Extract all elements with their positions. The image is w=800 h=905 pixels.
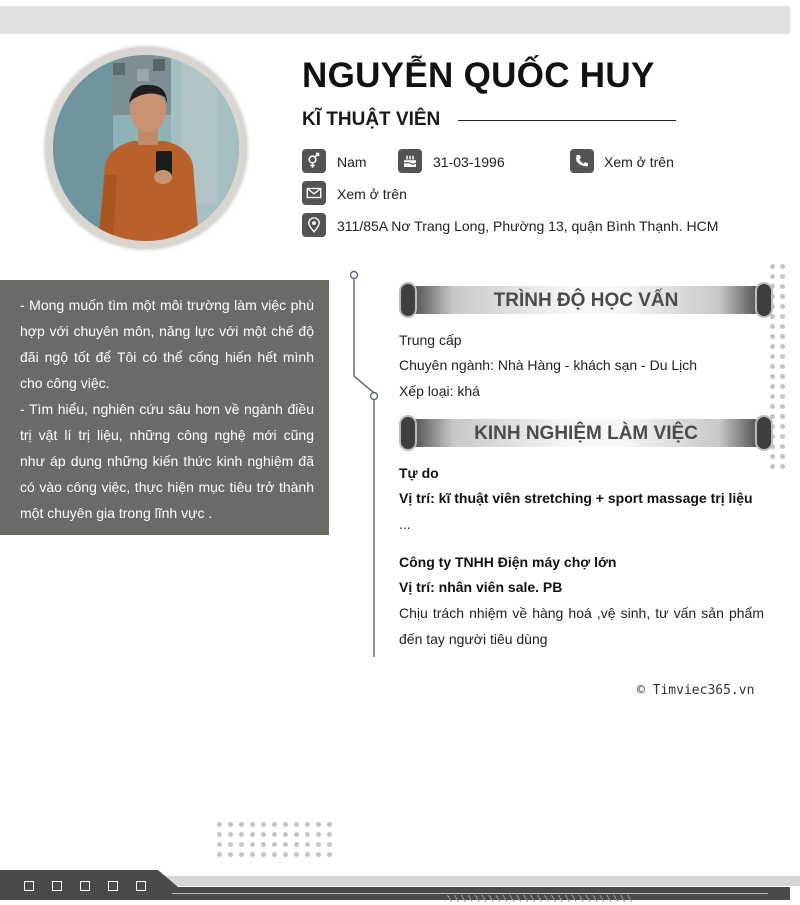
avatar-frame: [45, 47, 247, 249]
job-company: Công ty TNHH Điện máy chợ lớn: [399, 554, 617, 570]
education-grade: Xếp loại: khá: [399, 383, 480, 399]
candidate-name: NGUYỄN QUỐC HUY: [302, 56, 655, 95]
footer-square: [24, 881, 34, 891]
experience-banner: [399, 414, 773, 452]
map-pin-icon: [302, 213, 326, 237]
phone-value: Xem ở trên: [604, 154, 674, 170]
job-title: KĨ THUẬT VIÊN: [302, 109, 441, 130]
job-position: Vị trí: nhân viên sale. PB: [399, 579, 563, 595]
experience-title: KINH NGHIỆM LÀM VIỆC: [474, 423, 698, 444]
footer-stripe: [150, 876, 800, 886]
birthday-value: 31-03-1996: [433, 154, 505, 170]
copyright: © Timviec365.vn: [637, 683, 755, 698]
timeline-connector: [340, 266, 384, 661]
address-value: 311/85A Nơ Trang Long, Phường 13, quận Bình Thạnh. HCM: [337, 218, 719, 234]
job-company: Tự do: [399, 465, 439, 481]
envelope-icon: [302, 181, 326, 205]
footer-square: [136, 881, 146, 891]
avatar: [53, 55, 239, 241]
job-description: Chịu trách nhiệm về hàng hoá ,vệ sinh, tư vấn sản phẩm đến tay người tiêu dùng: [399, 605, 764, 647]
education-level: Trung cấp: [399, 332, 462, 348]
top-band: [0, 6, 790, 34]
objective-paragraph: - Mong muốn tìm một môi trường làm việc phù hợp với chuyên môn, năng lực với một chế độ đãi ngộ tốt để Tôi có thể cống hiến hết mình cho công việc.: [20, 297, 314, 391]
dot-pattern: [217, 822, 332, 857]
phone-icon: [570, 149, 594, 173]
footer-square: [80, 881, 90, 891]
job-position: Vị trí: kĩ thuật viên stretching + sport massage trị liệu: [399, 490, 753, 506]
objective-text: [20, 292, 314, 526]
education-banner: [399, 281, 773, 319]
title-divider: [458, 120, 676, 121]
footer-square: [52, 881, 62, 891]
gender-value: Nam: [337, 154, 367, 170]
education-title: TRÌNH ĐỘ HỌC VẤN: [493, 290, 679, 311]
gender-icon: [302, 149, 326, 173]
footer-hatch: [444, 895, 634, 902]
footer-square: [108, 881, 118, 891]
email-value: Xem ở trên: [337, 186, 407, 202]
job-description: ...: [399, 516, 411, 532]
cake-icon: [398, 149, 422, 173]
education-major: Chuyên ngành: Nhà Hàng - khách sạn - Du Lịch: [399, 357, 698, 373]
objective-paragraph: - Tìm hiểu, nghiên cứu sâu hơn về ngành điều trị vật lí trị liệu, những công nghệ mới cũng như áp dụng những kiến thức kinh nghiệm đã có vào công việc, thực hiện mục tiêu trở thành một chuyên gia trong lĩnh vực .: [20, 401, 314, 521]
footer-line: [172, 893, 768, 894]
